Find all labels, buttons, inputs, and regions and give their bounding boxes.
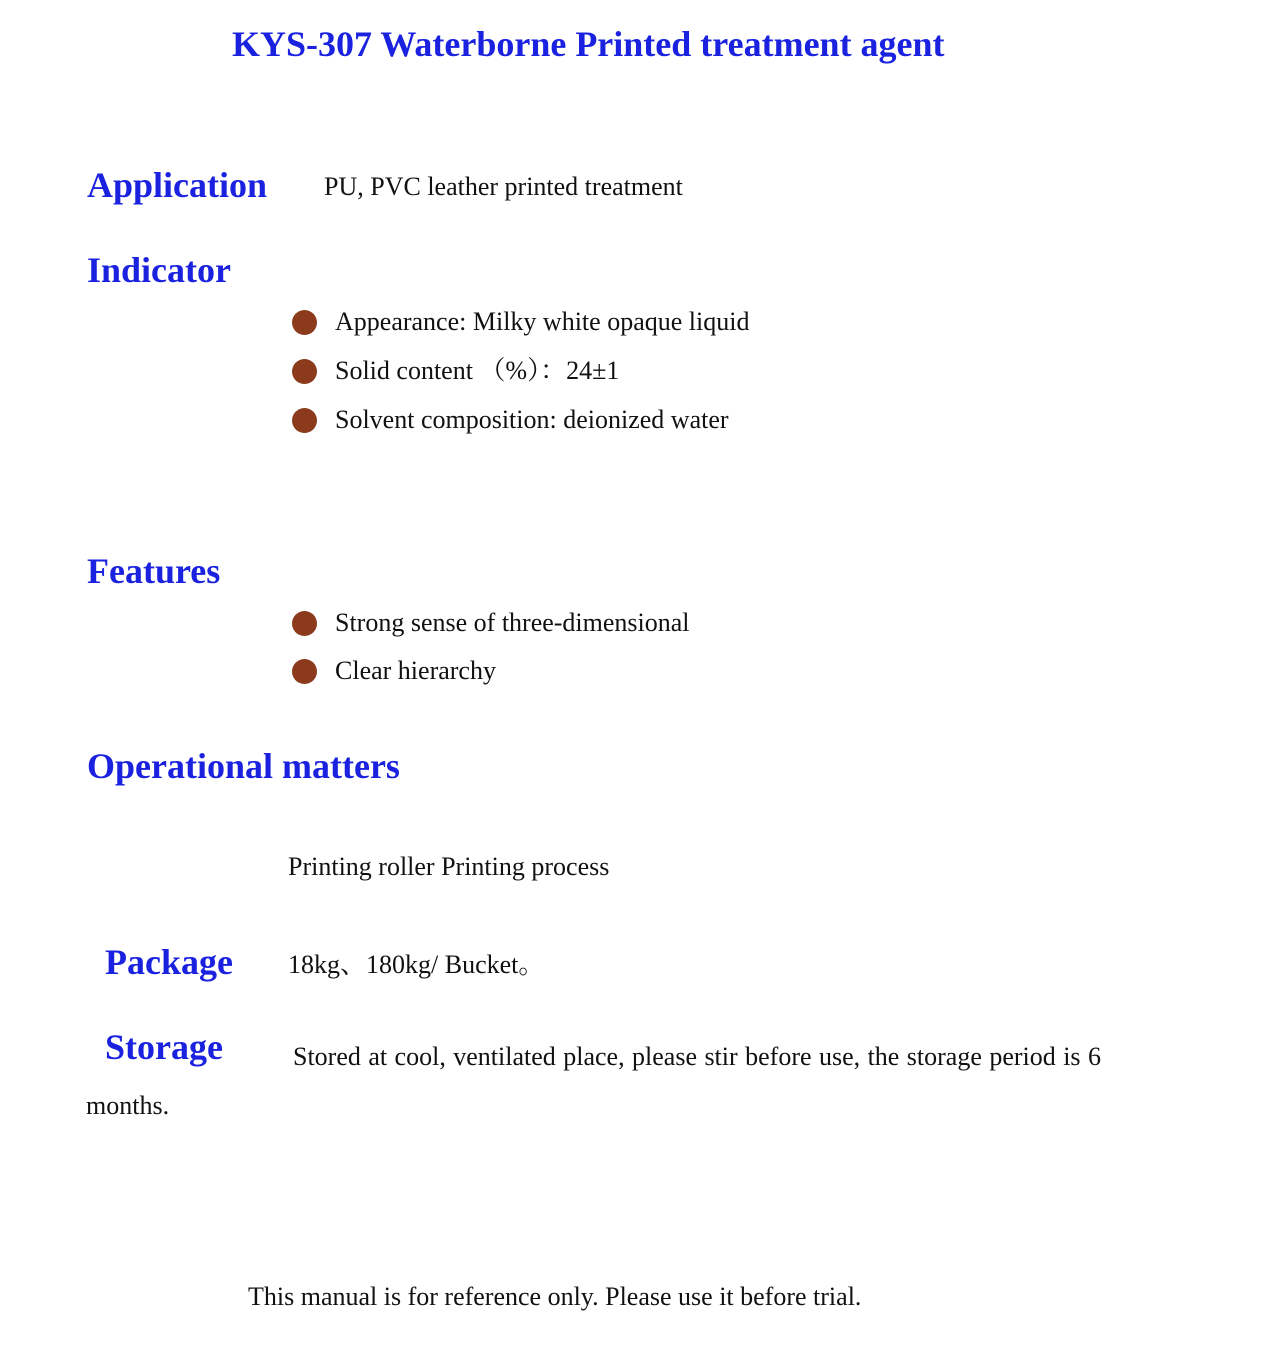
indicator-item bbox=[292, 404, 729, 436]
bullet-icon bbox=[292, 659, 317, 684]
indicator-item-text: Solvent composition: deionized water bbox=[335, 405, 729, 434]
footer-note: This manual is for reference only. Please use it before trial. bbox=[248, 1282, 862, 1311]
bullet-icon bbox=[292, 408, 317, 433]
operational-text: Printing roller Printing process bbox=[288, 852, 610, 881]
bullet-icon bbox=[292, 359, 317, 384]
indicator-item-text: Solid content （%）：24±1 bbox=[335, 356, 620, 385]
feature-item bbox=[292, 655, 496, 687]
indicator-heading: Indicator bbox=[87, 250, 231, 290]
bullet-icon bbox=[292, 611, 317, 636]
application-heading: Application bbox=[87, 165, 268, 205]
operational-heading: Operational matters bbox=[87, 746, 400, 786]
feature-item-text: Strong sense of three-dimensional bbox=[335, 608, 690, 637]
features-heading: Features bbox=[87, 551, 221, 591]
indicator-item bbox=[292, 355, 619, 387]
indicator-item bbox=[292, 306, 749, 338]
bullet-icon bbox=[292, 310, 317, 335]
package-text: 18kg、180kg/ Bucket。 bbox=[288, 950, 545, 979]
package-heading: Package bbox=[105, 942, 233, 982]
application-text: PU, PVC leather printed treatment bbox=[324, 172, 683, 201]
document-title: KYS-307 Waterborne Printed treatment agent bbox=[232, 24, 945, 64]
storage-heading: Storage bbox=[105, 1027, 223, 1067]
feature-item bbox=[292, 607, 690, 639]
indicator-item-text: Appearance: Milky white opaque liquid bbox=[335, 307, 750, 336]
storage-text: Stored at cool, ventilated place, please stir before use, the storage period is 6 months. bbox=[86, 1042, 1101, 1120]
feature-item-text: Clear hierarchy bbox=[335, 656, 496, 685]
